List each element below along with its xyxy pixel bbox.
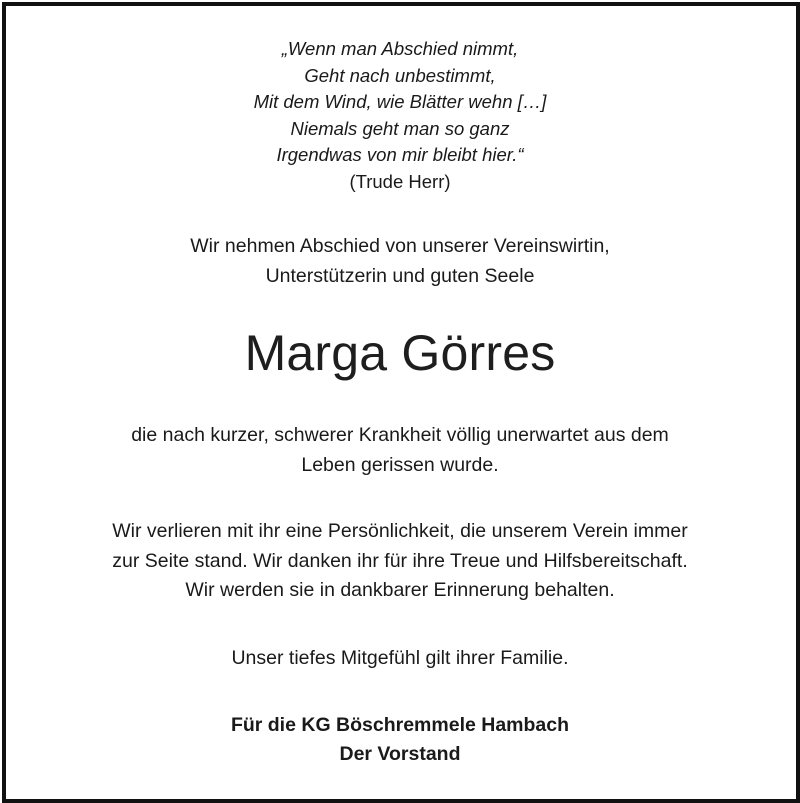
paragraph-line: Leben gerissen wurde.	[301, 453, 499, 476]
poem-author: (Trude Herr)	[349, 170, 451, 192]
intro-line: Unterstützerin und guten Seele	[265, 265, 535, 287]
paragraph-line: zur Seite stand. Wir danken ihr für ihre Treue und Hilfsbereitschaft.	[112, 549, 688, 572]
intro-text	[0, 231, 800, 291]
signature-block	[0, 711, 800, 769]
intro-line: Wir nehmen Abschied von unserer Vereinswirtin,	[190, 235, 610, 257]
paragraph-condolence	[0, 644, 800, 674]
poem-line: „Wenn man Abschied nimmt,	[281, 38, 519, 59]
paragraph-line: die nach kurzer, schwerer Krankheit völlig unerwartet aus dem	[131, 424, 669, 446]
poem-quote	[0, 36, 800, 196]
poem-line: Geht nach unbestimmt,	[304, 64, 496, 86]
paragraph-line: Wir werden sie in dankbarer Erinnerung behalten.	[185, 579, 615, 601]
signature-organization: Für die KG Böschremmele Hambach	[230, 714, 570, 736]
deceased-name: Marga Görres	[244, 325, 556, 381]
poem-line: Mit dem Wind, wie Blätter wehn […]	[253, 91, 547, 113]
poem-line: Niemals geht man so ganz	[290, 117, 510, 139]
poem-line: Irgendwas von mir bleibt hier.“	[276, 144, 524, 166]
paragraph-line: Unser tiefes Mitgefühl gilt ihrer Familie.	[231, 647, 569, 669]
paragraph-line: Wir verlieren mit ihr eine Persönlichkeit, die unserem Verein immer	[112, 520, 688, 542]
paragraph-circumstances	[0, 421, 800, 480]
signature-board: Der Vorstand	[339, 743, 461, 765]
paragraph-tribute	[0, 517, 800, 606]
